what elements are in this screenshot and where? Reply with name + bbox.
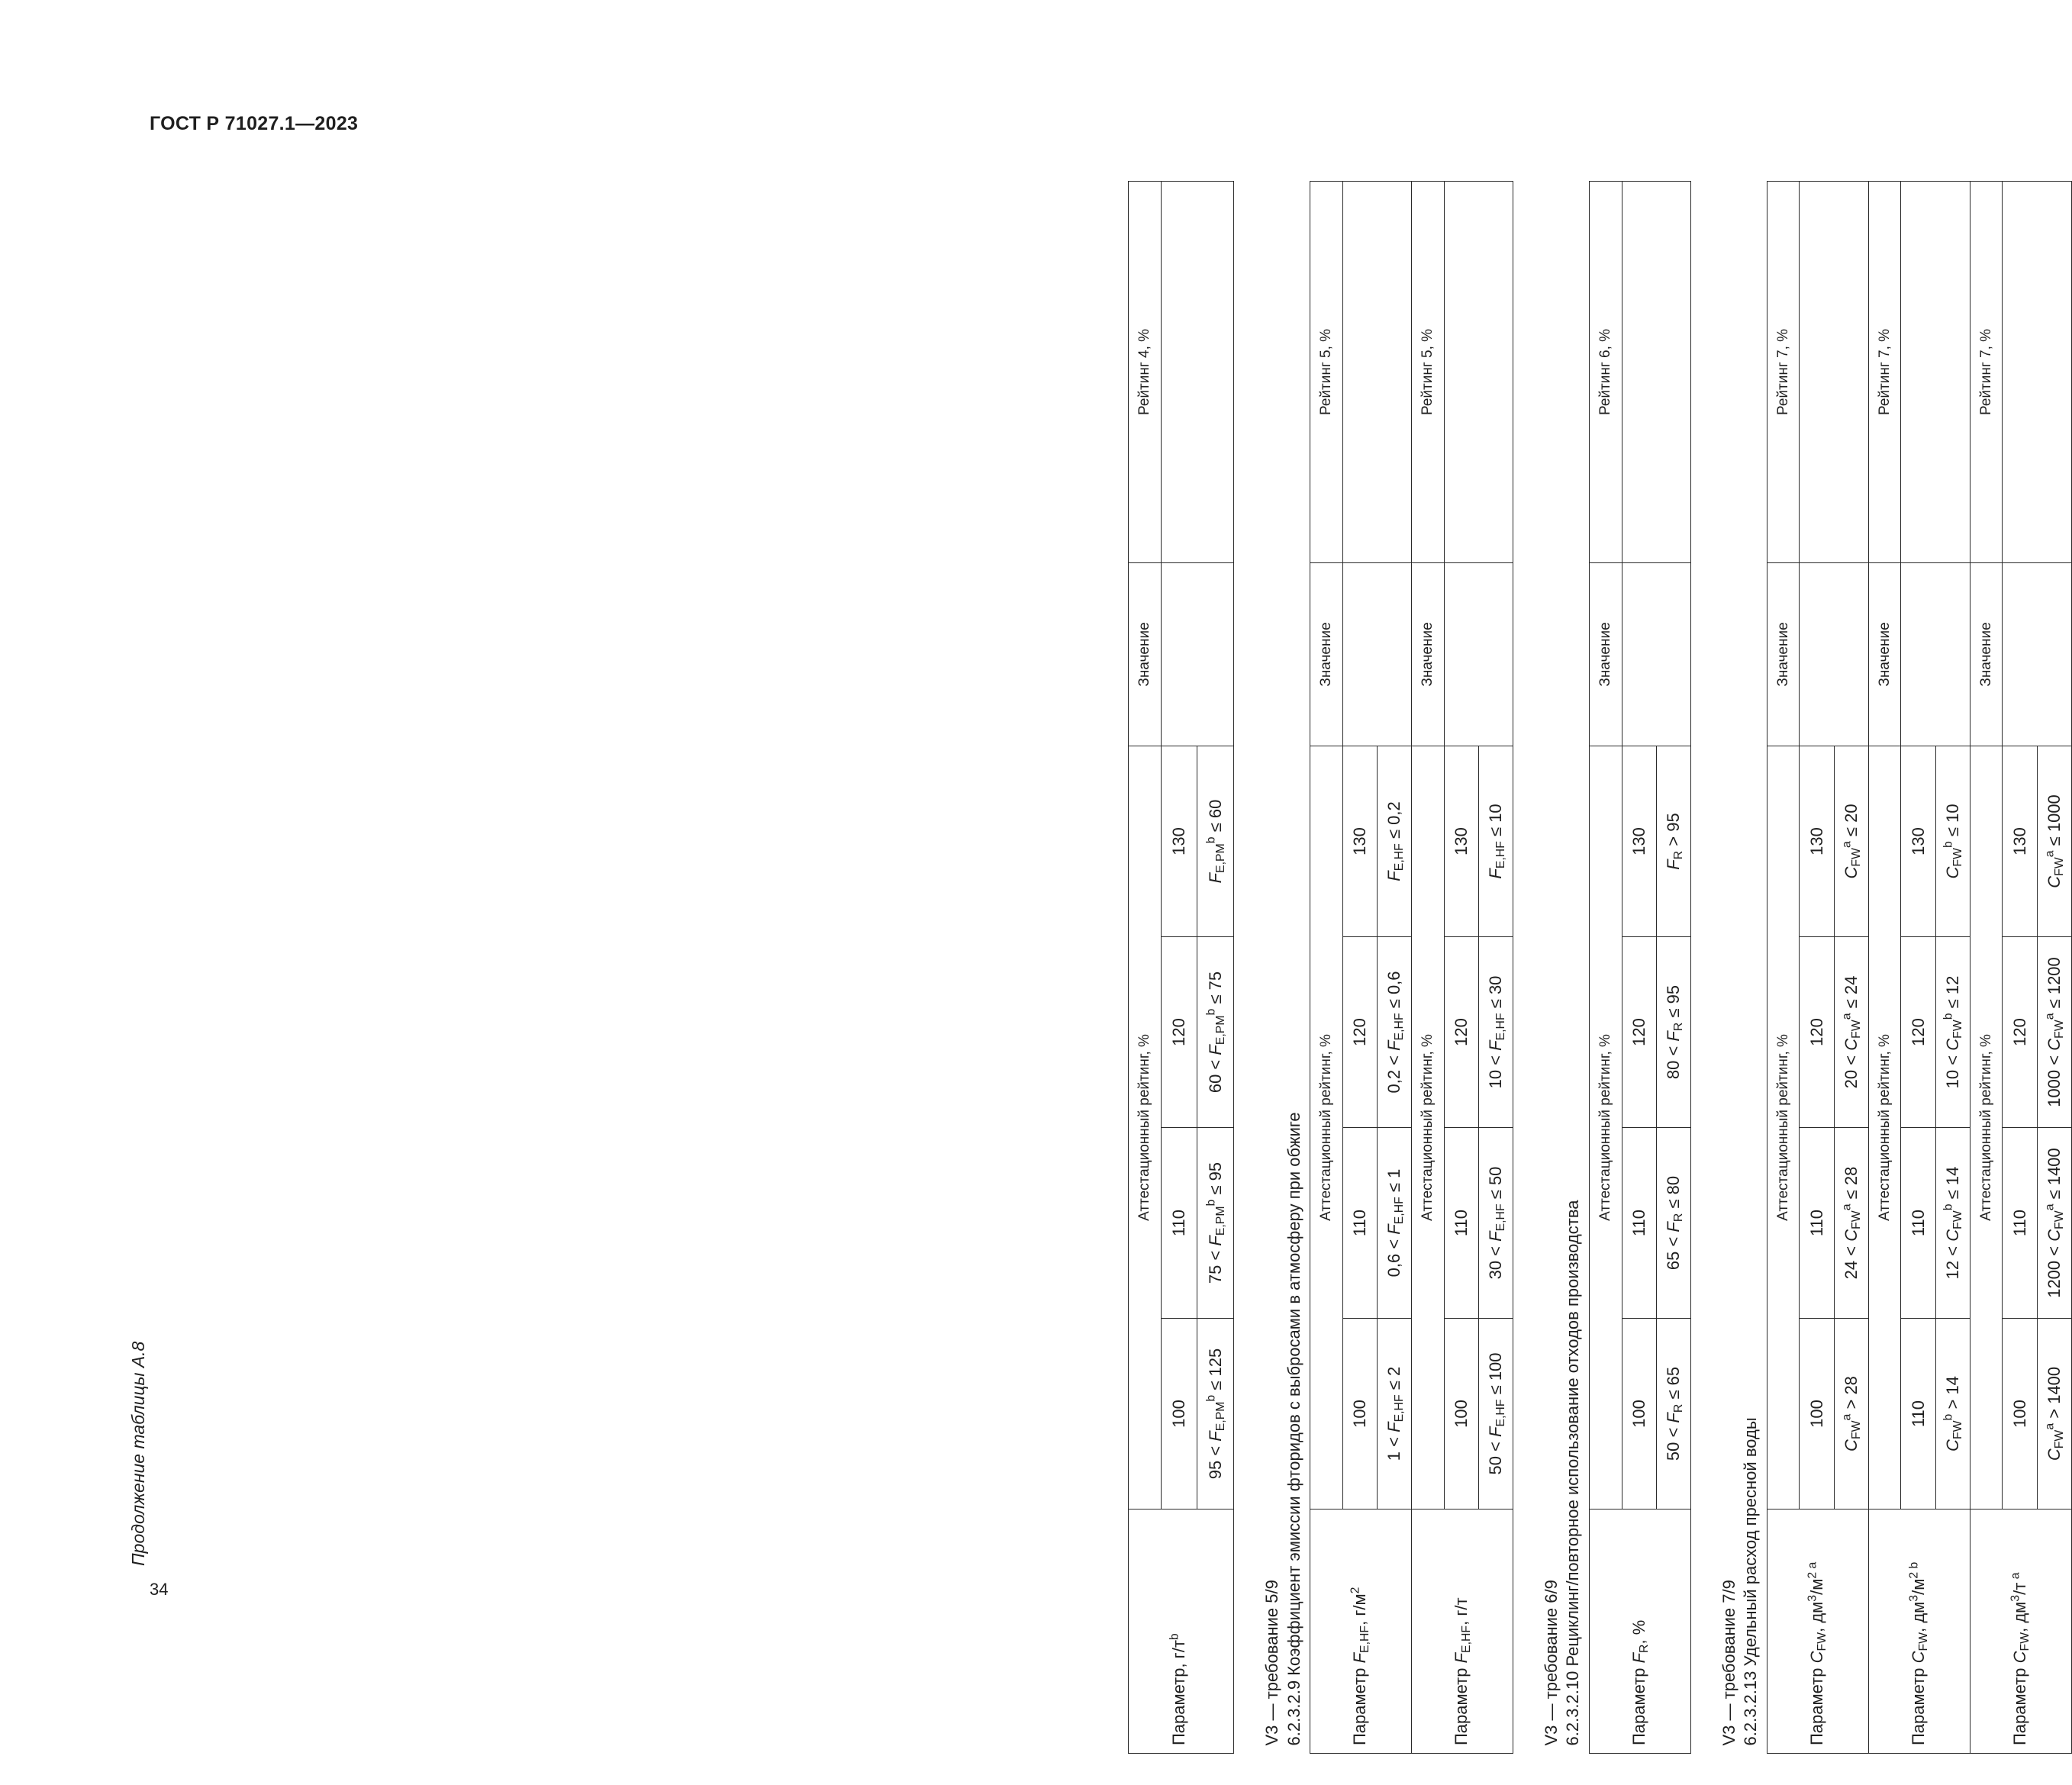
- range-cell: $50 < F_{E,HF} \le 100$: [1478, 1319, 1513, 1510]
- rating-cell: [1161, 181, 1234, 562]
- level-cell: 110: [1901, 1319, 1935, 1510]
- value-cell: [2003, 562, 2072, 746]
- param-cell: Параметр $C_{FW}$, $дм^3/т$ $^a$: [2003, 1510, 2037, 1754]
- range-cell: $65 < F_R \le 80$: [1656, 1128, 1690, 1319]
- level-cell: 110: [1622, 1128, 1656, 1319]
- range-cell: $1 < F_{E,HF} \le 2$: [1377, 1319, 1411, 1510]
- rating-cell: [1800, 181, 1868, 562]
- value-cell: [1800, 562, 1868, 746]
- level-cell: 130: [2003, 746, 2037, 936]
- rating-header: Рейтинг 7, %: [1767, 181, 1800, 562]
- table-row: [1129, 181, 1162, 1753]
- range-cell: $C_{FW}^a > 1400$: [2037, 1319, 2071, 1510]
- param-cell: [1129, 1510, 1162, 1754]
- range-cell: $60 < F_{E,PM}^b \le 75$: [1197, 937, 1234, 1128]
- param-cell: [1935, 1510, 1970, 1754]
- value-header: Значение: [1310, 562, 1343, 746]
- rating-cell: [1444, 181, 1513, 562]
- table-row: [1310, 181, 1343, 1753]
- range-cell: $50 < F_R \le 65$: [1656, 1319, 1690, 1510]
- range-cell: $75 < F_{E,PM}^b \le 95$: [1197, 1128, 1234, 1319]
- range-cell: $C_{FW}^b > 14$: [1935, 1319, 1970, 1510]
- rating-cell: [1622, 181, 1690, 562]
- range-cell: $0,2 < F_{E,HF} \le 0,6$: [1377, 937, 1411, 1128]
- param-cell: [1197, 1510, 1234, 1754]
- level-cell: 130: [1622, 746, 1656, 936]
- section-title: V3 — требование 6/9 6.2.3.2.10 Рециклинг/повторное использование отходов производства: [1513, 181, 1590, 1753]
- attest-header: Аттестационный рейтинг, %: [1970, 746, 2003, 1509]
- value-cell: [1161, 562, 1234, 746]
- rating-header: Рейтинг 5, %: [1310, 181, 1343, 562]
- range-cell: $C_{FW}^a \le 20$: [1834, 746, 1868, 936]
- page-number: 34: [150, 1580, 169, 1599]
- level-cell: 120: [1901, 937, 1935, 1128]
- range-cell: $C_{FW}^a > 28$: [1834, 1319, 1868, 1510]
- rating-header: Рейтинг 7, %: [1970, 181, 2003, 562]
- table-row: [1444, 181, 1478, 1753]
- param-cell: Параметр $C_{FW}$, $дм^3/м^{2 b}$: [1901, 1510, 1935, 1754]
- level-cell: 110: [1342, 1128, 1377, 1319]
- level-cell: 100: [2003, 1319, 2037, 1510]
- section-header-row: [1513, 181, 1590, 1753]
- section-header-row: [1691, 181, 1767, 1753]
- param-cell: Параметр, $г/т^b$: [1161, 1510, 1197, 1754]
- value-header: Значение: [1129, 562, 1162, 746]
- range-cell: $30 < F_{E,HF} \le 50$: [1478, 1128, 1513, 1319]
- attest-header: Аттестационный рейтинг, %: [1589, 746, 1622, 1509]
- level-cell: 100: [1161, 1319, 1197, 1510]
- table-row: [1868, 181, 1901, 1753]
- table-row: [1412, 181, 1445, 1753]
- param-cell: Параметр $F_R$, %: [1622, 1510, 1656, 1754]
- value-header: Значение: [1767, 562, 1800, 746]
- param-cell: [1377, 1510, 1411, 1754]
- level-cell: 130: [1161, 746, 1197, 936]
- param-cell: Параметр $C_{FW}$, $дм^3/м^{2 a}$: [1800, 1510, 1834, 1754]
- attest-header: Аттестационный рейтинг, %: [1129, 746, 1162, 1509]
- rating-cell: [1901, 181, 1970, 562]
- param-cell: [1767, 1510, 1800, 1754]
- param-cell: [1412, 1510, 1445, 1754]
- value-header: Значение: [1412, 562, 1445, 746]
- range-cell: $0,6 < F_{E,HF} \le 1$: [1377, 1128, 1411, 1319]
- section-title: V3 — требование 7/9 6.2.3.2.13 Удельный расход пресной воды: [1691, 181, 1767, 1753]
- rating-header: Рейтинг 4, %: [1129, 181, 1162, 562]
- level-cell: 130: [1342, 746, 1377, 936]
- level-cell: 120: [1622, 937, 1656, 1128]
- level-cell: 100: [1800, 1319, 1834, 1510]
- range-cell: $80 < F_R \le 95$: [1656, 937, 1690, 1128]
- level-cell: 100: [1342, 1319, 1377, 1510]
- value-cell: [1901, 562, 1970, 746]
- range-cell: $F_R > 95$: [1656, 746, 1690, 936]
- value-cell: [1342, 562, 1411, 746]
- table-row: [1800, 181, 1834, 1753]
- rating-header: Рейтинг 5, %: [1412, 181, 1445, 562]
- range-cell: $F_{E,HF} \le 0,2$: [1377, 746, 1411, 936]
- table-row: [1342, 181, 1377, 1753]
- level-cell: 130: [1800, 746, 1834, 936]
- level-cell: 110: [1800, 1128, 1834, 1319]
- table-row: [1161, 181, 1197, 1753]
- param-cell: Параметр $F_{E,HF}$, г/т: [1444, 1510, 1478, 1754]
- param-cell: [1656, 1510, 1690, 1754]
- range-cell: $F_{E,PM}^b \le 60$: [1197, 746, 1234, 936]
- rotated-table-container: [1128, 182, 2072, 1754]
- value-header: Значение: [1868, 562, 1901, 746]
- param-cell: Параметр $F_{E,HF}$, $г/м^2$: [1342, 1510, 1377, 1754]
- range-cell: $C_{FW}^a \le 1000$: [2037, 746, 2071, 936]
- range-cell: $24 < C_{FW}^a \le 28$: [1834, 1128, 1868, 1319]
- attest-header: Аттестационный рейтинг, %: [1868, 746, 1901, 1509]
- param-cell: [2037, 1510, 2071, 1754]
- attest-header: Аттестационный рейтинг, %: [1310, 746, 1343, 1509]
- range-cell: $12 < C_{FW}^b \le 14$: [1935, 1128, 1970, 1319]
- rating-table: [1128, 181, 2072, 1754]
- param-cell: [1589, 1510, 1622, 1754]
- level-cell: 100: [1444, 1319, 1478, 1510]
- table-row: [2003, 181, 2037, 1753]
- value-cell: [1622, 562, 1690, 746]
- table-caption: Продолжение таблицы А.8: [128, 1341, 148, 1566]
- level-cell: 120: [2003, 937, 2037, 1128]
- value-header: Значение: [1970, 562, 2003, 746]
- level-cell: 100: [1622, 1319, 1656, 1510]
- attest-header: Аттестационный рейтинг, %: [1412, 746, 1445, 1509]
- param-cell: [1478, 1510, 1513, 1754]
- level-cell: 110: [1901, 1128, 1935, 1319]
- level-cell: 110: [1161, 1128, 1197, 1319]
- level-cell: 130: [1901, 746, 1935, 936]
- range-cell: $C_{FW}^b \le 10$: [1935, 746, 1970, 936]
- table-row: [1589, 181, 1622, 1753]
- level-cell: 120: [1161, 937, 1197, 1128]
- rating-header: Рейтинг 6, %: [1589, 181, 1622, 562]
- range-cell: $10 < C_{FW}^b \le 12$: [1935, 937, 1970, 1128]
- value-header: Значение: [1589, 562, 1622, 746]
- rating-cell: [1342, 181, 1411, 562]
- table-row: [1901, 181, 1935, 1753]
- level-cell: 110: [2003, 1128, 2037, 1319]
- value-cell: [1444, 562, 1513, 746]
- param-cell: [1834, 1510, 1868, 1754]
- document-header: ГОСТ Р 71027.1—2023: [150, 113, 359, 134]
- param-cell: [1970, 1510, 2003, 1754]
- range-cell: $F_{E,HF} \le 10$: [1478, 746, 1513, 936]
- range-cell: $1200 < C_{FW}^a \le 1400$: [2037, 1128, 2071, 1319]
- table-row: [1970, 181, 2003, 1753]
- range-cell: $10 < F_{E,HF} \le 30$: [1478, 937, 1513, 1128]
- level-cell: 120: [1342, 937, 1377, 1128]
- param-cell: [1868, 1510, 1901, 1754]
- section-header-row: [1234, 181, 1310, 1753]
- section-title: V3 — требование 5/9 6.2.3.2.9 Коэффициент эмиссии фторидов с выбросами в атмосферу при обжиге: [1234, 181, 1310, 1753]
- range-cell: $1000 < C_{FW}^a \le 1200$: [2037, 937, 2071, 1128]
- level-cell: 120: [1444, 937, 1478, 1128]
- param-cell: [1310, 1510, 1343, 1754]
- rating-header: Рейтинг 7, %: [1868, 181, 1901, 562]
- attest-header: Аттестационный рейтинг, %: [1767, 746, 1800, 1509]
- level-cell: 110: [1444, 1128, 1478, 1319]
- level-cell: 120: [1800, 937, 1834, 1128]
- range-cell: $95 < F_{E,PM}^b \le 125$: [1197, 1319, 1234, 1510]
- table-row: [1767, 181, 1800, 1753]
- level-cell: 130: [1444, 746, 1478, 936]
- table-row: [1622, 181, 1656, 1753]
- range-cell: $20 < C_{FW}^a \le 24$: [1834, 937, 1868, 1128]
- rating-cell: [2003, 181, 2072, 562]
